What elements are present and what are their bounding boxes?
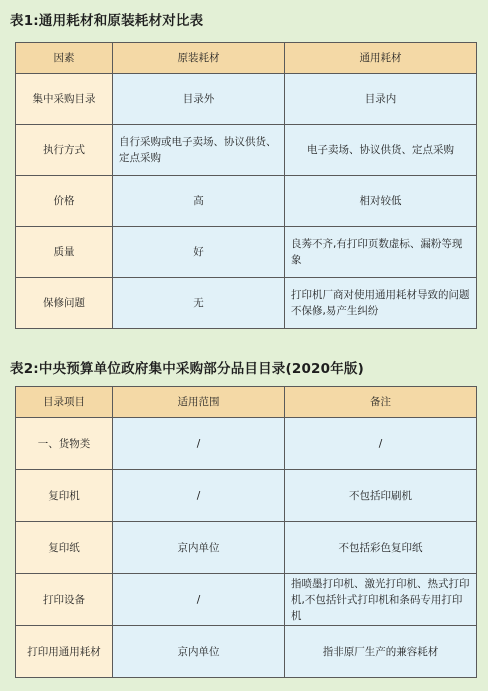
table-header-row (16, 43, 477, 74)
cell: / (113, 574, 285, 626)
table-row (16, 74, 477, 125)
cell: 无 (113, 278, 285, 329)
row-label: 一、货物类 (16, 418, 113, 470)
header-remarks: 备注 (285, 387, 477, 418)
row-label: 复印机 (16, 470, 113, 522)
row-label: 打印设备 (16, 574, 113, 626)
cell: 不包括印刷机 (285, 470, 477, 522)
cell: 良莠不齐,有打印页数虚标、漏粉等现象 (285, 227, 477, 278)
row-label: 保修问题 (16, 278, 113, 329)
header-factor: 因素 (16, 43, 113, 74)
header-scope: 适用范围 (113, 387, 285, 418)
row-label: 打印用通用耗材 (16, 626, 113, 678)
cell: 指非原厂生产的兼容耗材 (285, 626, 477, 678)
comparison-table (15, 42, 477, 329)
table-row (16, 418, 477, 470)
row-label: 质量 (16, 227, 113, 278)
table2-title: 表2:中央预算单位政府集中采购部分品目目录(2020年版) (10, 361, 365, 377)
cell: 不包括彩色复印纸 (285, 522, 477, 574)
row-label: 集中采购目录 (16, 74, 113, 125)
cell: 好 (113, 227, 285, 278)
cell: 目录外 (113, 74, 285, 125)
cell: 目录内 (285, 74, 477, 125)
cell: / (285, 418, 477, 470)
header-original-consumables: 原装耗材 (113, 43, 285, 74)
cell: 自行采购或电子卖场、协议供货、定点采购 (113, 125, 285, 176)
row-label: 价格 (16, 176, 113, 227)
cell: 高 (113, 176, 285, 227)
cell: 相对较低 (285, 176, 477, 227)
header-generic-consumables: 通用耗材 (285, 43, 477, 74)
table-row (16, 278, 477, 329)
row-label: 执行方式 (16, 125, 113, 176)
header-catalog-item: 目录项目 (16, 387, 113, 418)
cell: / (113, 418, 285, 470)
table-row (16, 470, 477, 522)
table-row (16, 176, 477, 227)
cell: 京内单位 (113, 626, 285, 678)
table-row (16, 626, 477, 678)
catalog-table (15, 386, 477, 678)
cell: 指喷墨打印机、激光打印机、热式打印机,不包括针式打印机和条码专用打印机 (285, 574, 477, 626)
table1-title: 表1:通用耗材和原装耗材对比表 (10, 13, 204, 29)
cell: / (113, 470, 285, 522)
cell: 电子卖场、协议供货、定点采购 (285, 125, 477, 176)
table-row (16, 125, 477, 176)
row-label: 复印纸 (16, 522, 113, 574)
cell: 打印机厂商对使用通用耗材导致的问题不保修,易产生纠纷 (285, 278, 477, 329)
cell: 京内单位 (113, 522, 285, 574)
table-row (16, 522, 477, 574)
table-row (16, 227, 477, 278)
table-row (16, 574, 477, 626)
table-header-row (16, 387, 477, 418)
